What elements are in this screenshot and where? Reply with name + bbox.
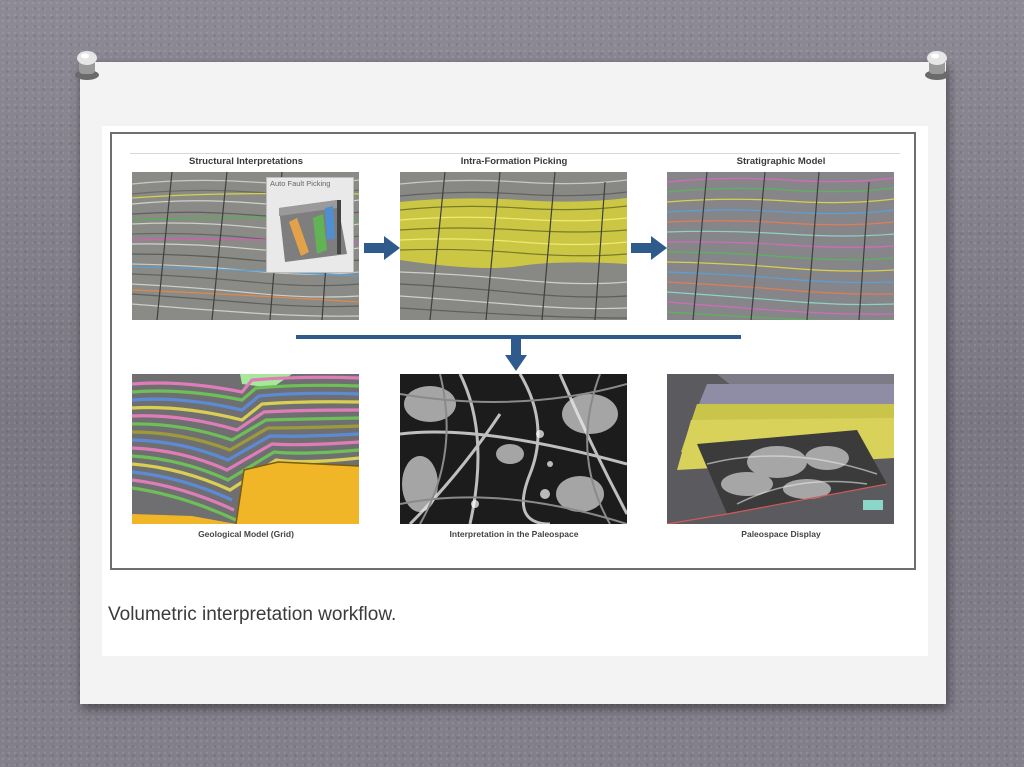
seismic-panel-intra-formation <box>400 172 627 320</box>
seismic-panel-structural <box>132 172 359 320</box>
auto-fault-picking-inset <box>266 177 354 273</box>
figure-caption: Volumetric interpretation workflow. <box>108 604 397 625</box>
paleospace-interpretation-image <box>400 374 627 524</box>
geological-model-image <box>132 374 359 524</box>
panel-title-structural: Structural Interpretations <box>188 156 304 167</box>
pin-icon <box>70 42 104 82</box>
seismic-panel-stratigraphic <box>667 172 894 320</box>
pin-icon <box>920 42 954 82</box>
panel-caption-paleospace-interpretation: Interpretation in the Paleospace <box>449 529 579 539</box>
arrow-down-icon <box>505 337 527 371</box>
divider <box>130 153 900 154</box>
arrow-right-icon <box>631 236 667 260</box>
inset-label: Auto Fault Picking <box>270 179 331 188</box>
paleospace-display-image <box>667 374 894 524</box>
arrow-right-icon <box>364 236 400 260</box>
panel-title-intra-formation: Intra-Formation Picking <box>460 156 568 167</box>
panel-caption-geological-model: Geological Model (Grid) <box>198 529 294 539</box>
panel-caption-paleospace-display: Paleospace Display <box>741 529 821 539</box>
workflow-figure <box>102 126 928 656</box>
panel-title-stratigraphic: Stratigraphic Model <box>736 156 826 167</box>
figure-frame <box>110 132 916 570</box>
